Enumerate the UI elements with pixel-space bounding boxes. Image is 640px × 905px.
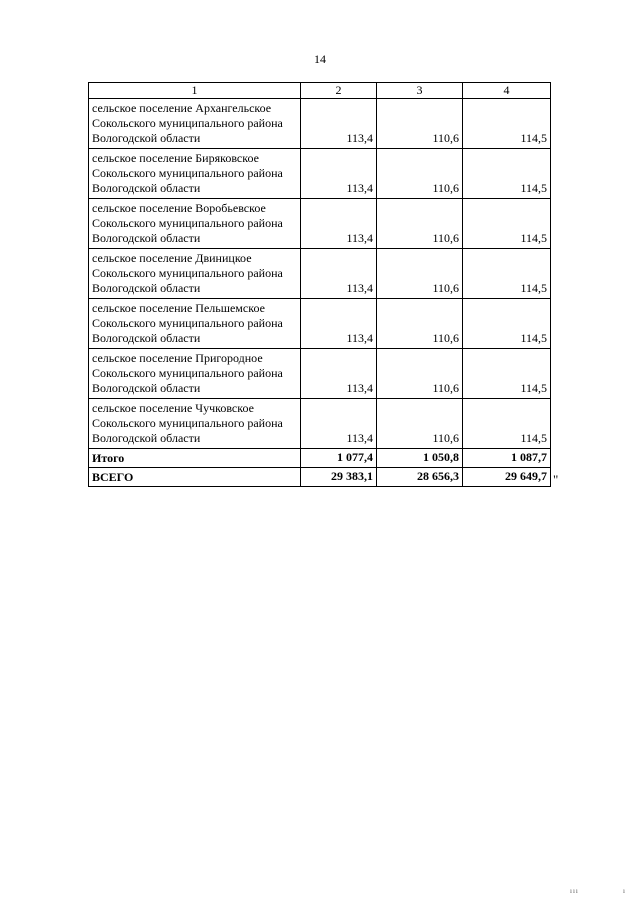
value-cell: 114,5 (463, 149, 551, 199)
value-cell: 113,4 (301, 199, 377, 249)
grand-total-value: 29 383,1 (301, 468, 377, 487)
subtotal-row (89, 449, 551, 468)
table-row (89, 349, 551, 399)
value-cell: 114,5 (463, 299, 551, 349)
value-cell: 113,4 (301, 149, 377, 199)
grand-total-row (89, 468, 551, 487)
table-row (89, 299, 551, 349)
settlement-name: сельское поселение Пельшемское Сокольского муниципального района Вологодской области (89, 299, 301, 349)
footer-mark: ııı (570, 887, 579, 895)
column-header: 2 (301, 83, 377, 99)
settlement-name: сельское поселение Пригородное Сокольского муниципального района Вологодской области (89, 349, 301, 399)
grand-total-label: ВСЕГО (89, 468, 301, 487)
value-cell: 114,5 (463, 249, 551, 299)
value-cell: 113,4 (301, 349, 377, 399)
table-row (89, 399, 551, 449)
table-row (89, 149, 551, 199)
value-cell: 113,4 (301, 249, 377, 299)
settlement-name: сельское поселение Биряковское Сокольского муниципального района Вологодской области (89, 149, 301, 199)
budget-table (88, 82, 551, 487)
page-number: 14 (314, 52, 326, 66)
value-cell: 114,5 (463, 199, 551, 249)
grand-total-value: 28 656,3 (377, 468, 463, 487)
subtotal-value: 1 087,7 (463, 449, 551, 468)
subtotal-value: 1 077,4 (301, 449, 377, 468)
settlement-name: сельское поселение Воробьевское Сокольского муниципального района Вологодской области (89, 199, 301, 249)
value-cell: 113,4 (301, 299, 377, 349)
value-cell: 114,5 (463, 399, 551, 449)
footer-mark: ı (623, 887, 625, 895)
value-cell: 110,6 (377, 99, 463, 149)
column-header: 1 (89, 83, 301, 99)
value-cell: 110,6 (377, 249, 463, 299)
table-row (89, 249, 551, 299)
value-cell: 110,6 (377, 399, 463, 449)
grand-total-value: 29 649,7 (463, 468, 551, 487)
value-cell: 110,6 (377, 299, 463, 349)
value-cell: 110,6 (377, 349, 463, 399)
value-cell: 113,4 (301, 99, 377, 149)
settlement-name: сельское поселение Чучковское Сокольского муниципального района Вологодской области (89, 399, 301, 449)
table-header-row (89, 83, 551, 99)
closing-quote: " (553, 472, 559, 487)
value-cell: 110,6 (377, 149, 463, 199)
table-row (89, 199, 551, 249)
subtotal-value: 1 050,8 (377, 449, 463, 468)
column-header: 3 (377, 83, 463, 99)
column-header: 4 (463, 83, 551, 99)
value-cell: 114,5 (463, 349, 551, 399)
value-cell: 114,5 (463, 99, 551, 149)
settlement-name: сельское поселение Архангельское Сокольского муниципального района Вологодской области (89, 99, 301, 149)
subtotal-label: Итого (89, 449, 301, 468)
table-row (89, 99, 551, 149)
settlement-name: сельское поселение Двиницкое Сокольского муниципального района Вологодской области (89, 249, 301, 299)
value-cell: 113,4 (301, 399, 377, 449)
value-cell: 110,6 (377, 199, 463, 249)
